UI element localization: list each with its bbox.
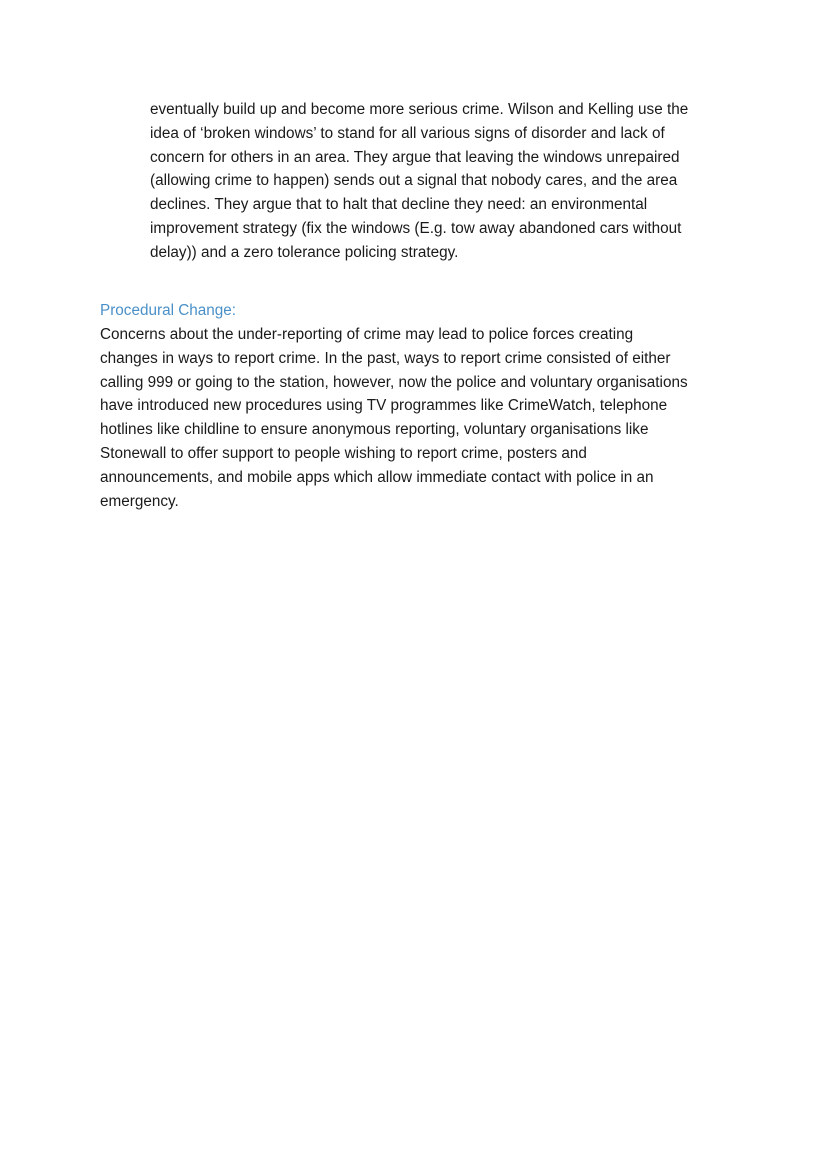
paragraph-line: Concerns about the under-reporting of crime may lead to police forces creating: [100, 326, 634, 343]
section-heading-procedural-change: Procedural Change:: [100, 302, 237, 319]
paragraph-line: hotlines like childline to ensure anonymous reporting, voluntary organisations like: [100, 421, 649, 439]
paragraph-line: changes in ways to report crime. In the past, ways to report crime consisted of either: [100, 349, 671, 367]
paragraph-line: calling 999 or going to the station, however, now the police and voluntary organisations: [100, 373, 688, 391]
paragraph-line: (allowing crime to happen) sends out a signal that nobody cares, and the area: [150, 172, 678, 190]
paragraph-line: Stonewall to offer support to people wishing to report crime, posters and: [100, 444, 587, 462]
paragraph-line: eventually build up and become more serious crime. Wilson and Kelling use the: [150, 101, 689, 118]
paragraph-line: improvement strategy (fix the windows (E.g. tow away abandoned cars without: [150, 219, 682, 237]
procedural-change-paragraph: [100, 323, 735, 513]
paragraph-line: emergency.: [100, 492, 179, 510]
paragraph-line: announcements, and mobile apps which allow immediate contact with police in an: [100, 468, 654, 486]
broken-windows-paragraph: [150, 98, 730, 265]
paragraph-line: idea of ‘broken windows’ to stand for all various signs of disorder and lack of: [150, 124, 665, 142]
paragraph-line: declines. They argue that to halt that decline they need: an environmental: [150, 196, 648, 214]
paragraph-line: concern for others in an area. They argue that leaving the windows unrepaired: [150, 148, 680, 166]
paragraph-line: delay)) and a zero tolerance policing strategy.: [150, 243, 459, 261]
paragraph-line: have introduced new procedures using TV programmes like CrimeWatch, telephone: [100, 397, 668, 415]
